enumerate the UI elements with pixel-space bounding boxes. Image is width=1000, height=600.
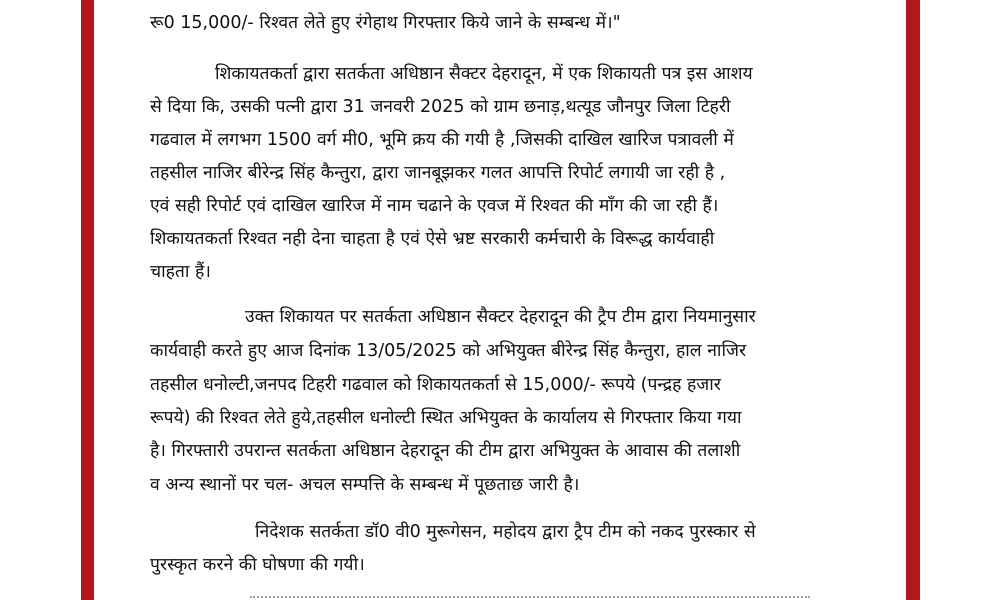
paragraph-line: तहसील धनोल्टी,जनपद टिहरी गढवाल को शिकायतकर्ता से 15,000/- रूपये (पन्द्रह हजार: [150, 375, 721, 395]
subject-line: रू0 15,000/- रिश्वत लेते हुए रंगेहाथ गिरफ्तार किये जाने के सम्बन्ध में।": [150, 13, 621, 33]
paragraph-line: है। गिरफ्तारी उपरान्त सतर्कता अधिष्ठान देहरादून की टीम द्वारा अभियुक्त के आवास की तलाशी: [150, 441, 741, 461]
cropped-next-line: [250, 588, 810, 600]
left-red-border: [81, 0, 94, 600]
right-red-border: [906, 0, 920, 600]
paragraph-line: रूपये) की रिश्वत लेते हुये,तहसील धनोल्टी स्थित अभियुक्त के कार्यालय से गिरफ्तार किया गया: [150, 408, 742, 428]
paragraph-line: पुरस्कृत करने की घोषणा की गयी।: [150, 555, 365, 575]
paragraph-line: गढवाल में लगभग 1500 वर्ग मी0, भूमि क्रय की गयी है ,जिसकी दाखिल खारिज पत्रावली में: [150, 130, 734, 150]
paragraph-line: शिकायतकर्ता रिश्वत नही देना चाहता है एवं ऐसे भ्रष्ट सरकारी कर्मचारी के विरूद्ध कार्यवाही: [150, 229, 715, 249]
paragraph-line: निदेशक सतर्कता डॉ0 वी0 मुरूगेसन, महोदय द्वारा ट्रैप टीम को नकद पुरस्कार से: [255, 522, 756, 542]
paragraph-line: से दिया कि, उसकी पत्नी द्वारा 31 जनवरी 2025 को ग्राम छनाड़,थत्यूड जौनपुर जिला टिहरी: [150, 97, 731, 117]
paragraph-line: शिकायतकर्ता द्वारा सतर्कता अधिष्ठान सैक्टर देहरादून, में एक शिकायती पत्र इस आशय: [215, 64, 753, 84]
paragraph-line: उक्त शिकायत पर सतर्कता अधिष्ठान सैक्टर देहरादून की ट्रैप टीम द्वारा नियमानुसार: [245, 307, 756, 327]
paragraph-line: कार्यवाही करते हुए आज दिनांक 13/05/2025 को अभियुक्त बीरेन्द्र सिंह कैन्तुरा, हाल नाजिर: [150, 341, 747, 361]
paragraph-line: एवं सही रिपोर्ट एवं दाखिल खारिज में नाम चढाने के एवज में रिश्वत की माँग की जा रही हैं।: [150, 196, 719, 216]
paragraph-line: तहसील नाजिर बीरेन्द्र सिंह कैन्तुरा, द्वारा जानबूझकर गलत आपत्ति रिपोर्ट लगायी जा रही है ,: [150, 163, 726, 183]
paragraph-line: व अन्य स्थानों पर चल- अचल सम्पत्ति के सम्बन्ध में पूछताछ जारी है।: [150, 475, 580, 495]
paragraph-line: चाहता हैं।: [150, 262, 211, 282]
